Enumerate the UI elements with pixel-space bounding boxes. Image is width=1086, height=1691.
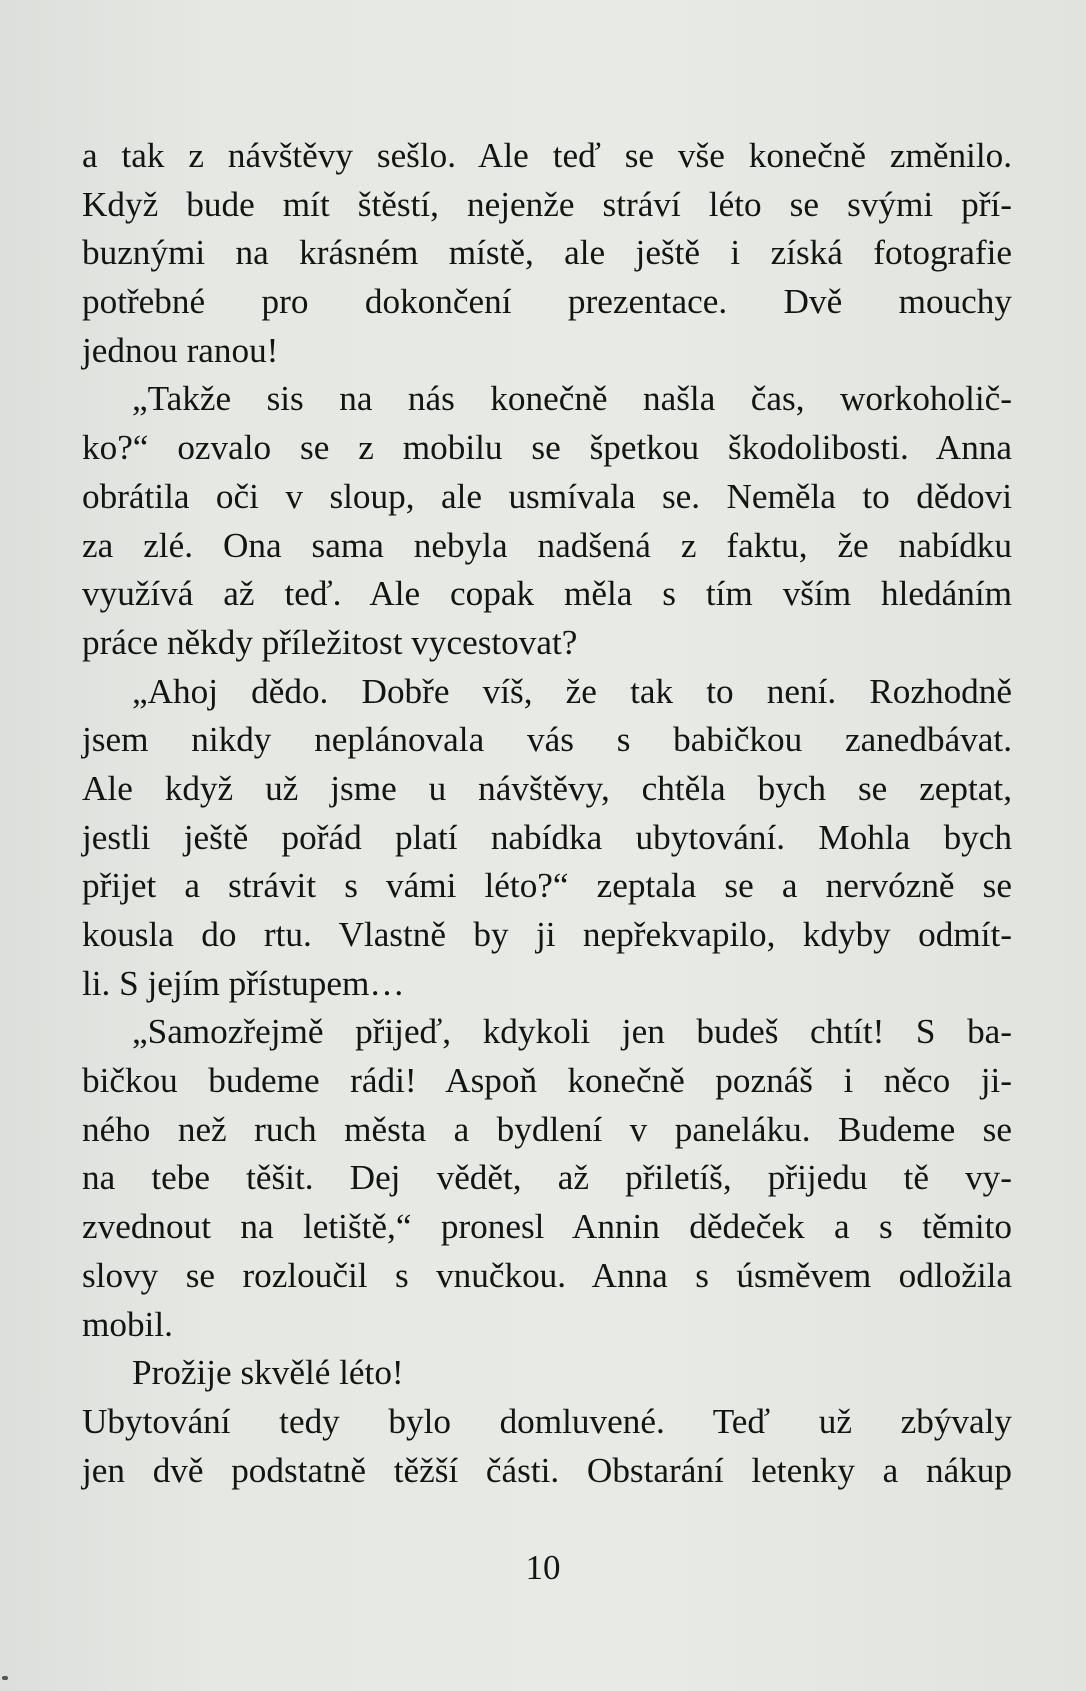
text-line: slovy se rozloučil s vnučkou. Anna s úsměvem odložila: [82, 1255, 1012, 1295]
text-line: ného než ruch města a bydlení v paneláku. Budeme se: [82, 1109, 1012, 1149]
text-line: jsem nikdy neplánovala vás s babičkou zanedbávat.: [82, 720, 1012, 760]
text-line: Ale když už jsme u návštěvy, chtěla bych se zeptat,: [82, 768, 1012, 808]
text-line: Ubytování tedy bylo domluvené. Teď už zbývaly: [82, 1401, 1012, 1441]
text-line: práce někdy příležitost vycestovat?: [82, 622, 578, 662]
text-line: Prožije skvělé léto!: [132, 1353, 404, 1393]
text-line: „Ahoj dědo. Dobře víš, že tak to není. Rozhodně: [132, 671, 1012, 711]
text-line: obrátila oči v sloup, ale usmívala se. Neměla to dědovi: [82, 476, 1012, 516]
text-line: jen dvě podstatně těžší části. Obstarání letenky a nákup: [82, 1450, 1012, 1490]
text-line: zvednout na letiště,“ pronesl Annin dědeček a s těmito: [82, 1207, 1012, 1247]
scan-speck: [2, 1676, 8, 1680]
text-line: jestli ještě pořád platí nabídka ubytování. Mohla bych: [82, 817, 1012, 857]
text-line: jednou ranou!: [82, 330, 279, 370]
text-line: mobil.: [82, 1304, 173, 1344]
text-line: bičkou budeme rádi! Aspoň konečně poznáš i něco ji-: [82, 1061, 1012, 1101]
text-line: li. S jejím přístupem…: [82, 963, 405, 1003]
text-line: využívá až teď. Ale copak měla s tím vším hledáním: [82, 574, 1012, 614]
text-line: za zlé. Ona sama nebyla nadšená z faktu, že nabídku: [82, 525, 1012, 565]
text-line: potřebné pro dokončení prezentace. Dvě mouchy: [82, 282, 1012, 322]
text-line: Když bude mít štěstí, nejenže stráví léto se svými pří-: [82, 184, 1012, 224]
text-line: a tak z návštěvy sešlo. Ale teď se vše konečně změnilo.: [82, 136, 1012, 175]
text-line: na tebe těšit. Dej vědět, až přiletíš, přijedu tě vy-: [82, 1158, 1012, 1198]
text-line: ko?“ ozvalo se z mobilu se špetkou škodolibosti. Anna: [82, 428, 1012, 468]
text-line: „Samozřejmě přijeď, kdykoli jen budeš chtít! S ba-: [132, 1012, 1012, 1052]
body-text: [82, 132, 1012, 1495]
text-line: kousla do rtu. Vlastně by ji nepřekvapilo, kdyby odmít-: [82, 915, 1012, 954]
text-line: přijet a strávit s vámi léto?“ zeptala se a nervózně se: [82, 866, 1012, 906]
page-number: 10: [525, 1548, 561, 1587]
text-line: buznými na krásném místě, ale ještě i získá fotografie: [82, 233, 1012, 273]
text-line: „Takže sis na nás konečně našla čas, workoholič-: [132, 379, 1012, 419]
